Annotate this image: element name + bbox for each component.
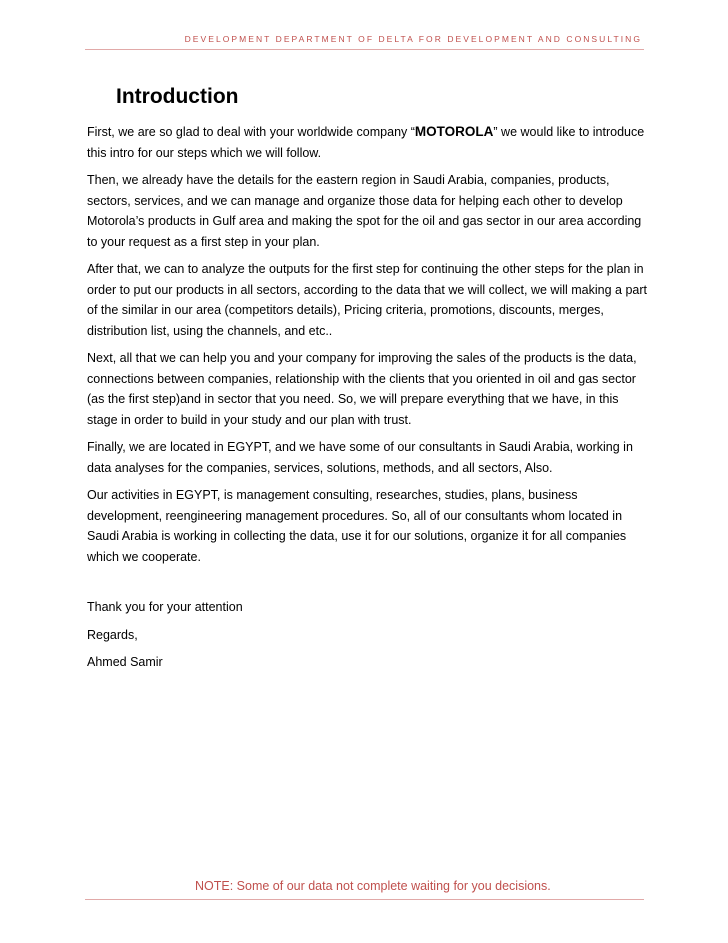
footer-note: NOTE: Some of our data not complete waiting for you decisions. <box>195 879 551 893</box>
paragraph-intro-end: ” we would like to introduce this intro for our steps which we will follow. <box>87 125 645 160</box>
thanks-line: Thank you for your attention <box>87 600 243 614</box>
signature-name: Ahmed Samir <box>87 655 163 669</box>
brand-name: MOTOROLA <box>414 124 494 139</box>
paragraph-intro <box>87 122 647 163</box>
paragraph-location: Finally, we are located in EGYPT, and we have some of our consultants in Saudi Arabia, working in data analyses for the companies, services, solutions, methods, and all sectors, Also. <box>87 440 633 475</box>
header-divider <box>85 49 644 50</box>
paragraph-intro-start: First, we are so glad to deal with your worldwide company “ <box>87 125 415 139</box>
paragraph-sales-help: Next, all that we can help you and your company for improving the sales of the products is the data, connections between companies, relationship with the clients that you oriented in oil and gas sector (as the first step)and in sector that you need. So, we will prepare everything that we have, in this stage in order to build in your study and our plan with trust. <box>87 351 637 427</box>
paragraph-analysis: After that, we can to analyze the outputs for the first step for continuing the other steps for the plan in order to put our products in all sectors, according to the data that we will collect, we will making a part of the similar in our area (competitors details), Pricing criteria, promotions, discounts, merges, distribution list, using the channels, and etc.. <box>87 262 647 338</box>
paragraph-activities: Our activities in EGYPT, is management consulting, researches, studies, plans, business development, reengineering management procedures. So, all of our consultants whom located in Saudi Arabia is working in collecting the data, use it for our solutions, organize it for all companies which we cooperate. <box>87 488 627 564</box>
page-header: DEVELOPMENT DEPARTMENT OF DELTA FOR DEVELOPMENT AND CONSULTING <box>184 34 642 44</box>
regards-line: Regards, <box>87 627 138 642</box>
document-title: Introduction <box>116 85 239 108</box>
document-body <box>87 122 647 680</box>
paragraph-eastern-region: Then, we already have the details for the eastern region in Saudi Arabia, companies, products, sectors, services, and we can manage and organize those data for helping each other to develop Motorola’s products in Gulf area and making the spot for the oil and gas sector in our area according to your request as a first step in your plan. <box>87 173 642 249</box>
footer-divider <box>85 899 644 900</box>
